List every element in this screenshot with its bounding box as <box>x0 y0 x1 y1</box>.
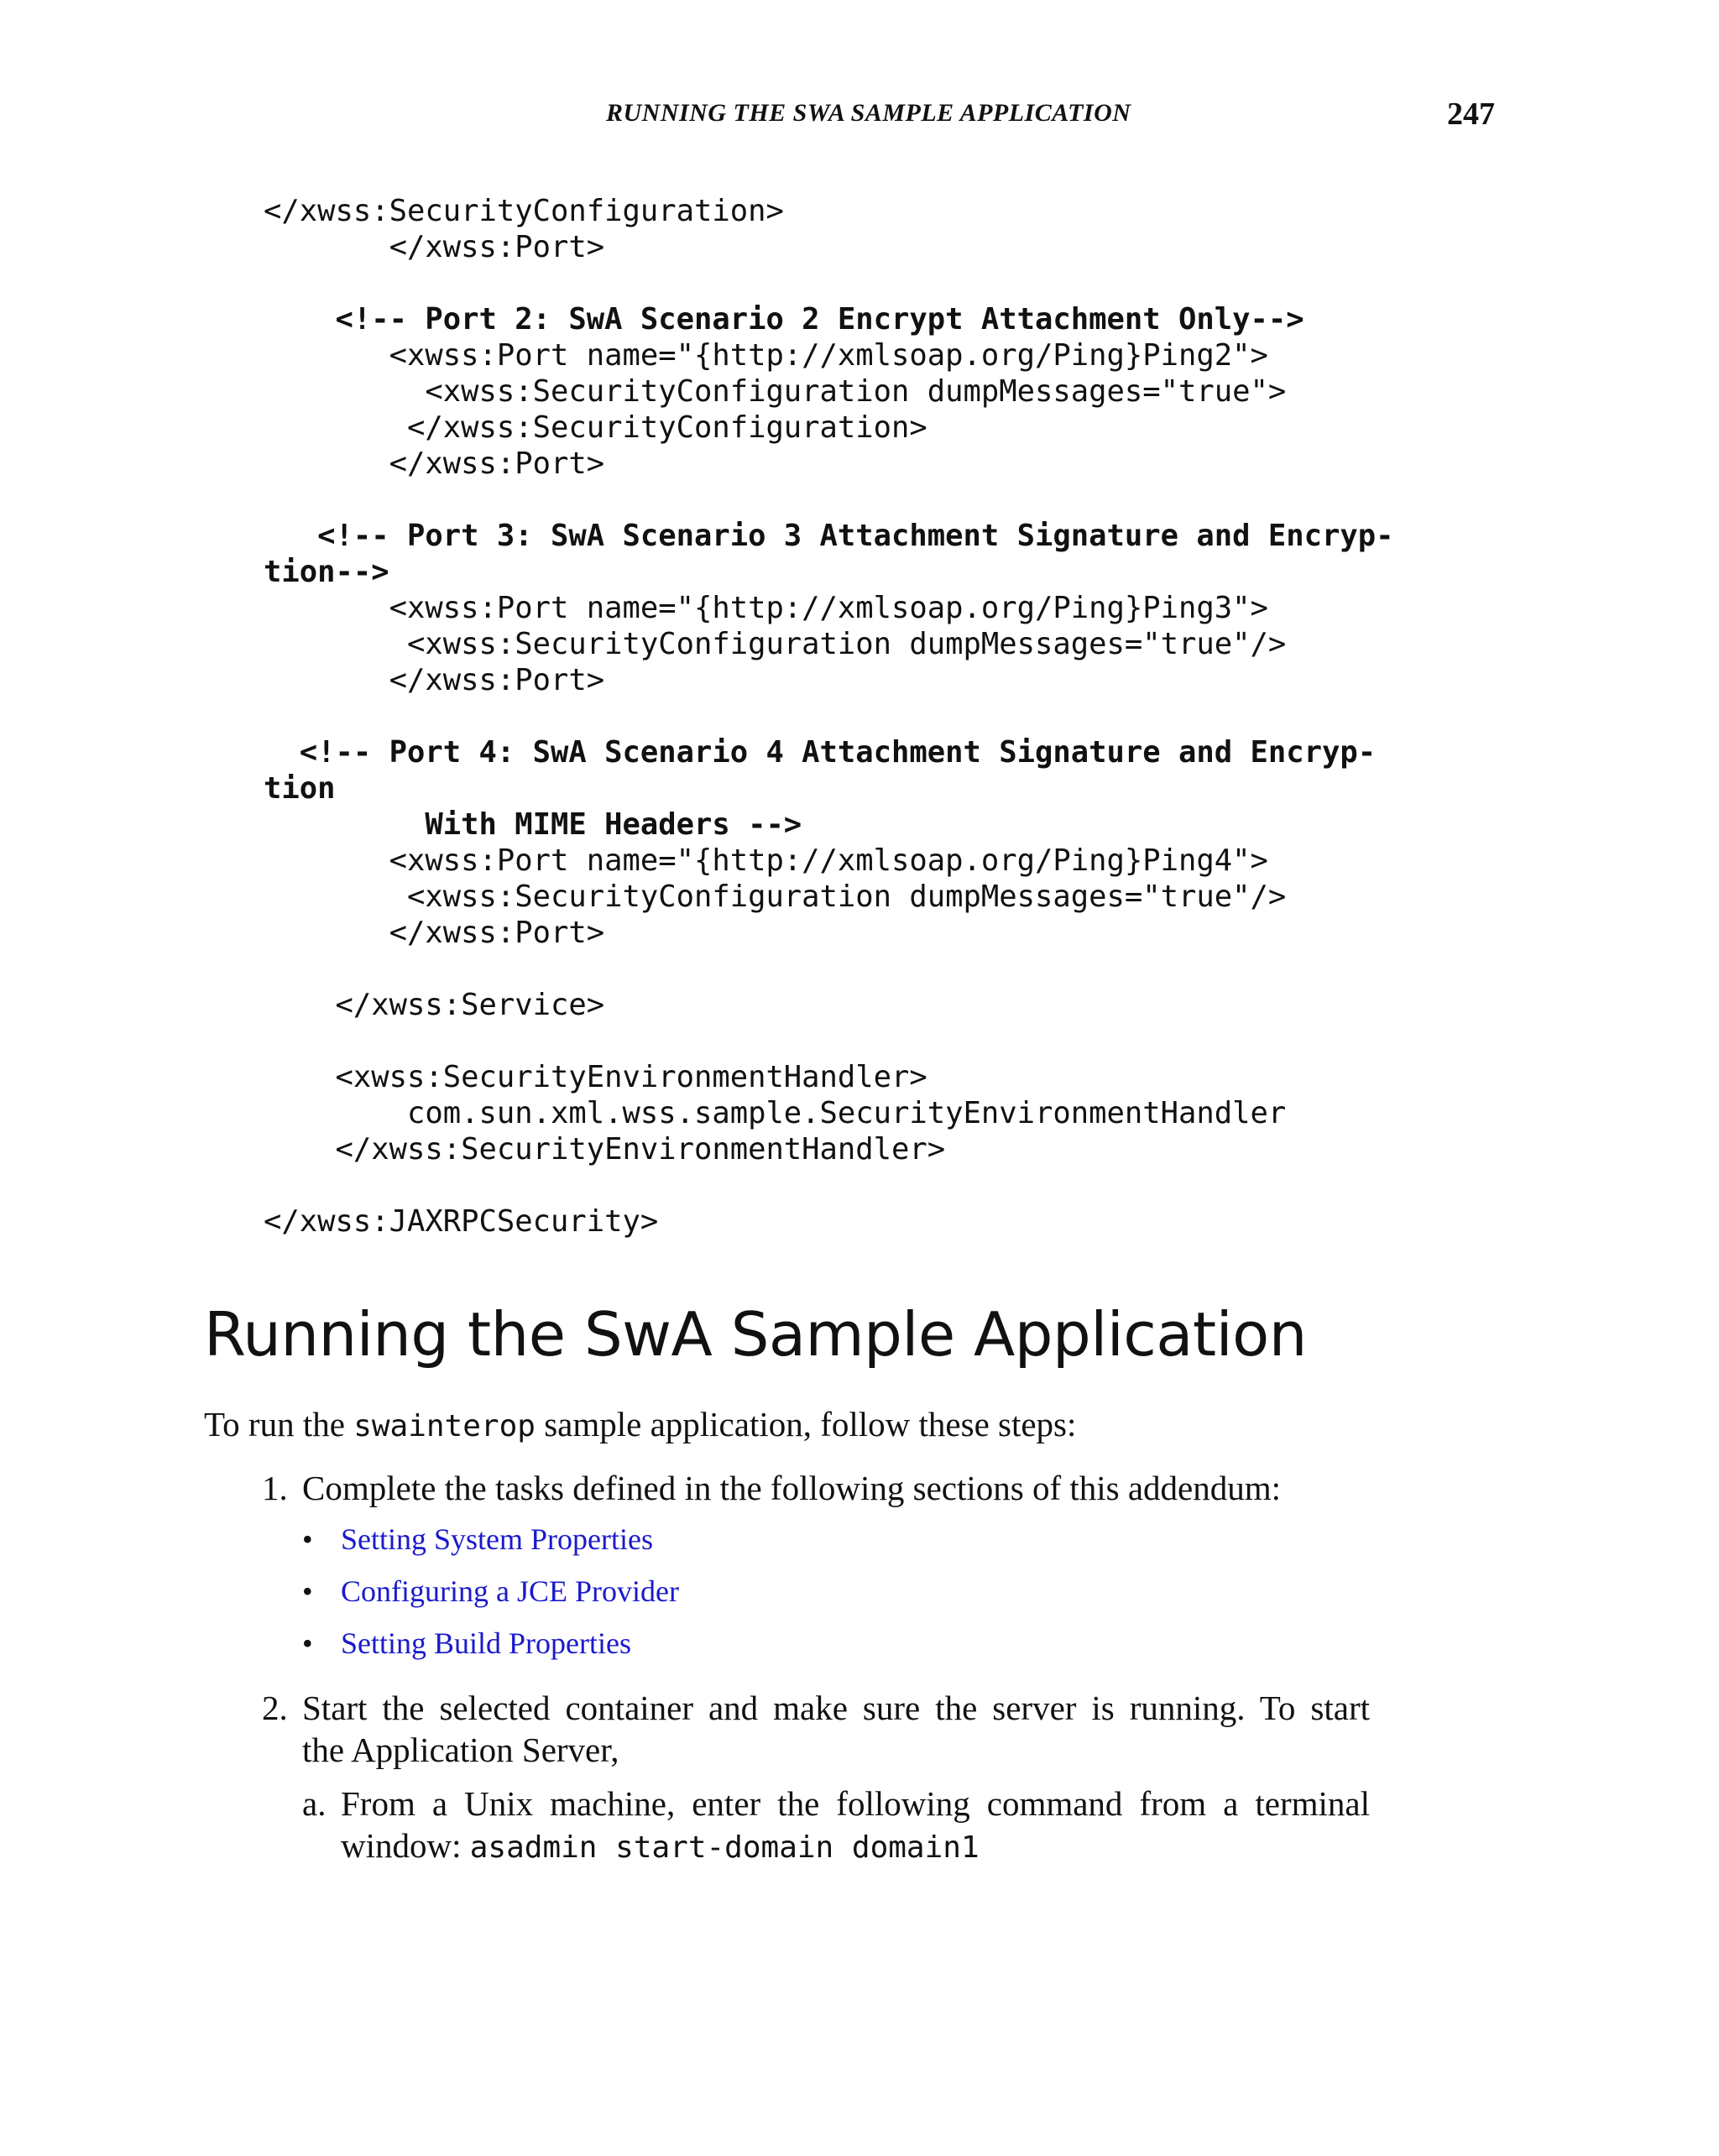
code-line: </xwss:Port> <box>264 663 605 697</box>
substep-a-line-2 <box>341 1825 1370 1869</box>
code-line: <xwss:Port name="{http://xmlsoap.org/Ping}Ping4"> <box>264 843 1268 878</box>
code-line <box>264 1023 1394 1059</box>
code-line: </xwss:SecurityConfiguration> <box>264 194 784 228</box>
substep-a-line-2-text: window: <box>341 1826 470 1865</box>
code-line <box>264 482 1394 518</box>
code-line: </xwss:Port> <box>264 230 605 264</box>
code-line: tion--> <box>264 555 389 589</box>
code-line: <xwss:SecurityEnvironmentHandler> <box>264 1060 927 1094</box>
bullet-icon: • <box>302 1522 313 1556</box>
code-line: <xwss:SecurityConfiguration dumpMessages="true"/> <box>264 880 1287 914</box>
code-line: <!-- Port 3: SwA Scenario 3 Attachment Signature and Encryp- <box>264 519 1394 553</box>
substep-a-text <box>341 1783 1370 1869</box>
code-line: </xwss:SecurityConfiguration> <box>264 410 927 445</box>
code-line: <!-- Port 2: SwA Scenario 2 Encrypt Attachment Only--> <box>264 302 1304 337</box>
code-line: <xwss:SecurityConfiguration dumpMessages="true"/> <box>264 627 1287 661</box>
list-item <box>302 1573 1142 1625</box>
task-links-list <box>302 1521 1142 1677</box>
code-line: </xwss:Service> <box>264 988 605 1022</box>
intro-paragraph <box>204 1403 1076 1448</box>
intro-text-before: To run the <box>204 1405 354 1443</box>
code-line <box>264 265 1394 301</box>
link-setting-build-properties[interactable]: Setting Build Properties <box>341 1626 631 1660</box>
code-listing <box>264 193 1394 1240</box>
section-title: Running the SwA Sample Application <box>204 1299 1307 1370</box>
intro-text-after: sample application, follow these steps: <box>535 1405 1077 1443</box>
code-line <box>264 951 1394 987</box>
substep-a-letter: a. <box>302 1784 327 1823</box>
code-line: <xwss:Port name="{http://xmlsoap.org/Ping}Ping2"> <box>264 338 1268 373</box>
code-line: com.sun.xml.wss.sample.SecurityEnvironmentHandler <box>264 1096 1287 1130</box>
step-2-line-2: the Application Server, <box>302 1731 619 1769</box>
code-line: <xwss:Port name="{http://xmlsoap.org/Ping}Ping3"> <box>264 591 1268 625</box>
code-line: <xwss:SecurityConfiguration dumpMessages="true"> <box>264 374 1287 409</box>
bullet-icon: • <box>302 1626 313 1660</box>
running-header: RUNNING THE SWA SAMPLE APPLICATION <box>606 99 1131 127</box>
code-line <box>264 1167 1394 1203</box>
link-setting-system-properties[interactable]: Setting System Properties <box>341 1522 653 1556</box>
step-1-text: Complete the tasks defined in the following sections of this addendum: <box>302 1469 1282 1507</box>
code-line: </xwss:JAXRPCSecurity> <box>264 1204 659 1239</box>
code-line: </xwss:SecurityEnvironmentHandler> <box>264 1132 946 1167</box>
list-item <box>302 1521 1142 1573</box>
list-item <box>302 1625 1142 1677</box>
command-code: asadmin start-domain domain1 <box>469 1830 980 1865</box>
step-2-text <box>302 1687 1370 1771</box>
code-line: <!-- Port 4: SwA Scenario 4 Attachment Signature and Encryp- <box>264 735 1377 770</box>
page-number: 247 <box>1447 97 1495 132</box>
code-line: </xwss:Port> <box>264 446 605 481</box>
code-line: With MIME Headers --> <box>264 807 802 842</box>
step-2-number: 2. <box>262 1689 288 1727</box>
step-2-line-1: Start the selected container and make sure the server is running. To start <box>302 1689 1370 1727</box>
code-line: tion <box>264 771 336 806</box>
code-line <box>264 698 1394 734</box>
code-line: </xwss:Port> <box>264 916 605 950</box>
intro-code: swainterop <box>353 1409 536 1443</box>
substep-a-line-1: From a Unix machine, enter the following command from a terminal <box>341 1784 1370 1823</box>
bullet-icon: • <box>302 1574 313 1608</box>
link-configuring-jce-provider[interactable]: Configuring a JCE Provider <box>341 1574 679 1608</box>
step-1-number: 1. <box>262 1469 288 1507</box>
